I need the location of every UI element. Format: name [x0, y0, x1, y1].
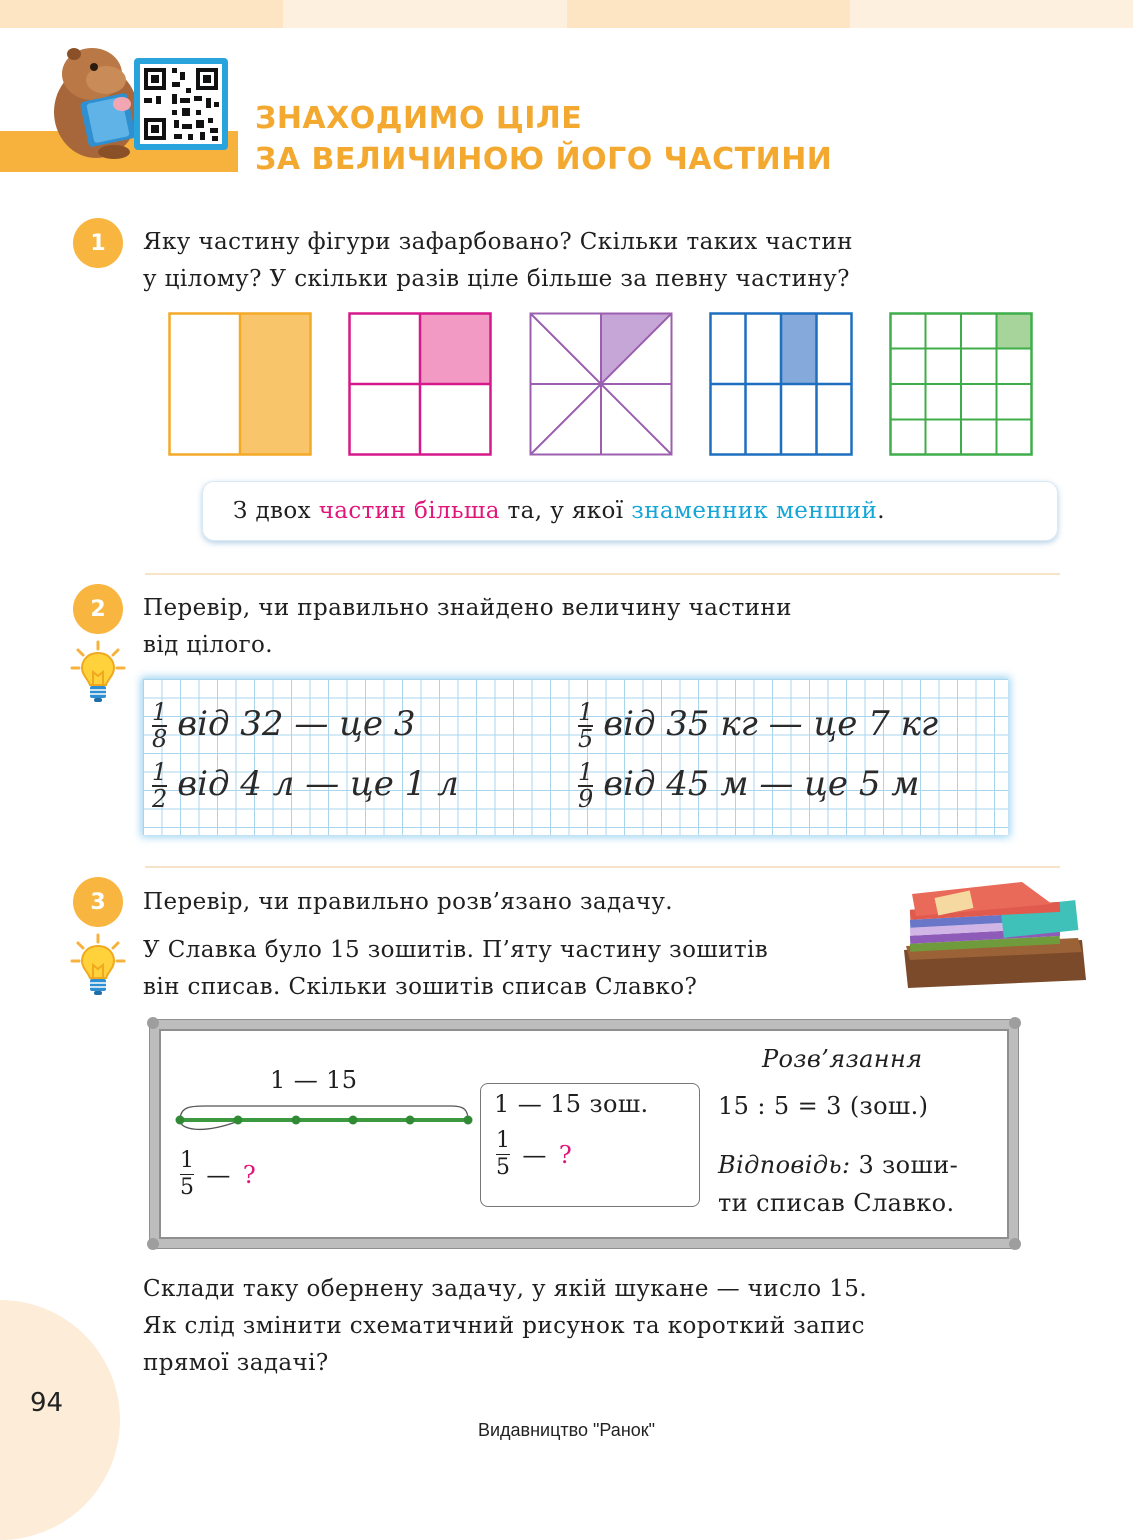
page-title-line2: ЗА ВЕЛИЧИНОЮ ЙОГО ЧАСТИНИ — [255, 142, 833, 177]
handwritten-text: від 32 — це 3 — [177, 704, 416, 744]
section-divider — [145, 866, 1060, 868]
section-divider — [145, 573, 1060, 575]
segment-diagram — [172, 1100, 477, 1136]
answer-text-2: ти списав Славко. — [718, 1189, 955, 1217]
fraction-denominator: 8 — [152, 725, 168, 753]
question-mark: ? — [558, 1140, 573, 1169]
handwritten-entry-3 — [152, 760, 459, 812]
fraction-one-fifth — [496, 1128, 510, 1181]
figure-tenths — [709, 312, 855, 456]
top-decor-bar — [0, 0, 1133, 28]
rule-highlight-bigger: частин більша — [318, 498, 500, 524]
answer-label: Відповідь: — [718, 1151, 851, 1179]
handwritten-text: від 45 м — це 5 м — [603, 764, 920, 804]
fraction-denominator: 5 — [496, 1155, 511, 1180]
solution-equation: 15 : 5 = 3 (зош.) — [718, 1092, 929, 1120]
task3-line3: він списав. Скільки зошитів списав Славко? — [143, 974, 698, 1000]
lightbulb-icon — [70, 933, 126, 1005]
task3-followup — [143, 1271, 867, 1382]
fraction-1-9 — [578, 760, 593, 812]
task-number-2: 2 — [73, 584, 123, 634]
board-bolt — [147, 1017, 159, 1029]
task-number-1: 1 — [73, 218, 123, 268]
lightbulb-icon — [70, 640, 126, 712]
capybara-reading-icon — [44, 42, 144, 160]
rule-text-3: . — [877, 498, 886, 524]
fraction-denominator: 5 — [180, 1175, 195, 1200]
board-bolt — [1009, 1017, 1021, 1029]
fraction-1-2 — [152, 760, 167, 812]
followup-line3: прямої задачі? — [143, 1350, 329, 1376]
fraction-numerator: 1 — [180, 1148, 195, 1173]
rule-text-1: З двох — [233, 498, 319, 524]
figure-sixteenths — [889, 312, 1035, 456]
question-mark: ? — [242, 1160, 257, 1189]
page-title-line1: ЗНАХОДИМО ЦІЛЕ — [255, 101, 583, 136]
task3-line2: У Славка було 15 зошитів. П’яту частину зошитів — [143, 937, 769, 963]
task2-line2: від цілого. — [143, 632, 273, 658]
short-record-line2 — [496, 1128, 572, 1181]
solution-heading: Розв’язання — [762, 1045, 923, 1073]
fraction-1-8 — [152, 700, 167, 752]
notebooks-stack-icon — [902, 880, 1088, 990]
dash: — — [206, 1160, 231, 1189]
answer-text-1: 3 зоши- — [850, 1151, 959, 1179]
solution-answer — [718, 1146, 958, 1222]
dash: — — [522, 1140, 547, 1169]
handwritten-entry-1 — [152, 700, 415, 752]
figure-quarters — [348, 312, 494, 456]
figure-eighths — [529, 312, 675, 456]
fraction-numerator: 1 — [152, 698, 168, 726]
page-number: 94 — [30, 1388, 64, 1418]
task3-problem — [143, 932, 768, 1006]
fraction-denominator: 5 — [578, 725, 594, 753]
task1-text — [143, 224, 853, 298]
fraction-one-fifth — [180, 1148, 194, 1201]
task2-line1: Перевір, чи правильно знайдено величину частини — [143, 595, 792, 621]
rule-box — [202, 481, 1058, 541]
rule-text-2: та, у якої — [499, 498, 632, 524]
handwritten-entry-4 — [578, 760, 919, 812]
page-title — [255, 98, 832, 180]
fraction-denominator: 9 — [578, 785, 594, 813]
task2-text — [143, 590, 792, 664]
fraction-numerator: 1 — [496, 1128, 511, 1153]
rule-highlight-denominator: знаменник менший — [631, 498, 878, 524]
followup-line2: Як слід змінити схематичний рисунок та короткий запис — [143, 1313, 865, 1339]
followup-line1: Склади таку обернену задачу, у якій шукане — число 15. — [143, 1276, 868, 1302]
handwritten-entry-2 — [578, 700, 938, 752]
fraction-numerator: 1 — [578, 758, 594, 786]
task1-line2: у цілому? У скільки разів ціле більше за певну частину? — [143, 266, 850, 292]
fraction-numerator: 1 — [152, 758, 168, 786]
segment-whole-label: 1 — 15 — [270, 1066, 358, 1094]
fraction-1-5 — [578, 700, 593, 752]
task1-line1: Яку частину фігури зафарбовано? Скільки таких частин — [143, 229, 853, 255]
figure-halves — [168, 312, 314, 456]
publisher-label: Видавництво "Ранок" — [477, 1420, 656, 1440]
task-number-3: 3 — [73, 877, 123, 927]
handwritten-text: від 35 кг — це 7 кг — [603, 704, 939, 744]
task3-line1: Перевір, чи правильно розв’язано задачу. — [143, 889, 673, 915]
board-bolt — [1009, 1238, 1021, 1250]
fraction-numerator: 1 — [578, 698, 594, 726]
board-bolt — [147, 1238, 159, 1250]
short-record-line1: 1 — 15 зош. — [494, 1090, 649, 1118]
qr-code-icon[interactable] — [134, 58, 228, 150]
segment-part-label — [180, 1148, 256, 1201]
fraction-denominator: 2 — [152, 785, 168, 813]
handwritten-text: від 4 л — це 1 л — [177, 764, 459, 804]
